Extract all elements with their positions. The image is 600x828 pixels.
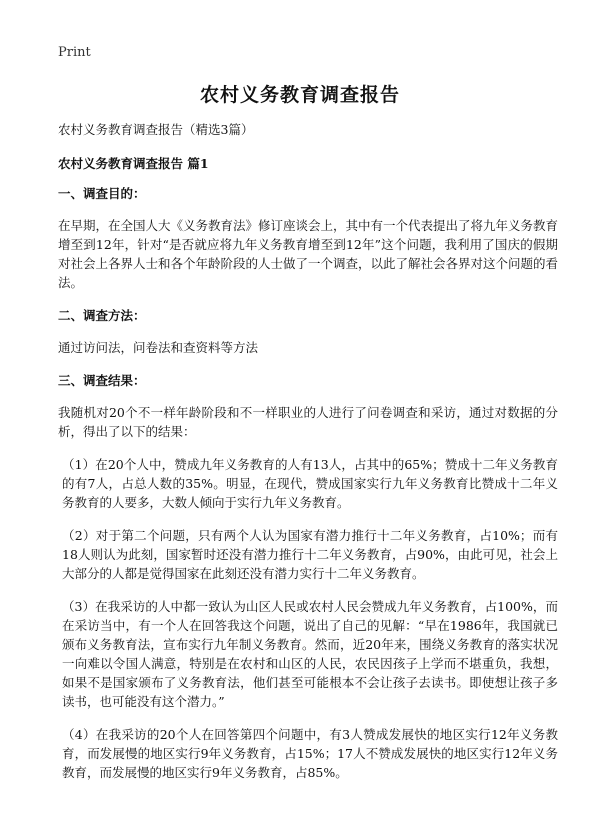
- result-item-1: （1）在20个人中，赞成九年义务教育的人有13人，占其中的65%；赞成十二年义务教育的有7人，占总人数的35%。明显，在现代，赞成国家实行九年义务教育比赞成十二年义务教育的人要多，大数人倾向于实行九年义务教育。: [62, 457, 558, 510]
- print-link[interactable]: Print: [58, 45, 91, 60]
- result-item-2: （2）对于第二个问题，只有两个人认为国家有潜力推行十二年义务教育，占10%；而有18人则认为此刻，国家暂时还没有潜力推行十二年义务教育，占90%，由此可见，社会上大部分的人都是觉得国家在此刻还没有潜力实行十二年义务教育。: [62, 528, 558, 581]
- section-heading-method: 二、调查方法：: [58, 308, 146, 323]
- results-intro-paragraph: 我随机对20个不一样年龄阶段和不一样职业的人进行了问卷调查和采访，通过对数据的分析，得出了以下的结果：: [58, 405, 558, 439]
- purpose-paragraph: 在早期，在全国人大《义务教育法》修订座谈会上，其中有一个代表提出了将九年义务教育增至到12年，针对“是否就应将九年义务教育增至到12年”这个问题，我利用了国庆的假期对社会上各界人士和各个年龄阶段的人士做了一个调查，以此了解社会各界对这个问题的看法。: [58, 218, 559, 290]
- article-heading: 农村义务教育调查报告 篇1: [58, 156, 209, 171]
- section-heading-purpose: 一、调查目的：: [58, 186, 146, 201]
- document-subtitle: 农村义务教育调查报告（精选3篇）: [58, 122, 254, 137]
- method-paragraph: 通过访问法，问卷法和查资料等方法: [58, 340, 259, 355]
- section-heading-results: 三、调查结果：: [58, 373, 146, 388]
- result-item-4: （4）在我采访的20个人在回答第四个问题中，有3人赞成发展快的地区实行12年义务教育，而发展慢的地区实行9年义务教育，占15%；17人不赞成发展快的地区实行12年义务教育，而发展慢的地区实行9年义务教育，占85%。: [62, 727, 558, 780]
- document-title: 农村义务教育调查报告: [199, 84, 400, 106]
- result-item-3: （3）在我采访的人中都一致认为山区人民或农村人民会赞成九年义务教育，占100%，而在采访当中，有一个人在回答我这个问题，说出了自己的见解：“早在1986年，我国就已颁布义务教育法，宣布实行九年制义务教育。然而，近20年来，围绕义务教育的落实状况一向难以令国人满意，特别是在农村和山区的人民，农民因孩子上学而不堪重负，我想，如果不是国家颁布了义务教育法，他们甚至可能根本不会让孩子去读书。即使想让孩子多读书，也可能没有这个潜力。”: [62, 599, 558, 709]
- document-body: [58, 120, 558, 796]
